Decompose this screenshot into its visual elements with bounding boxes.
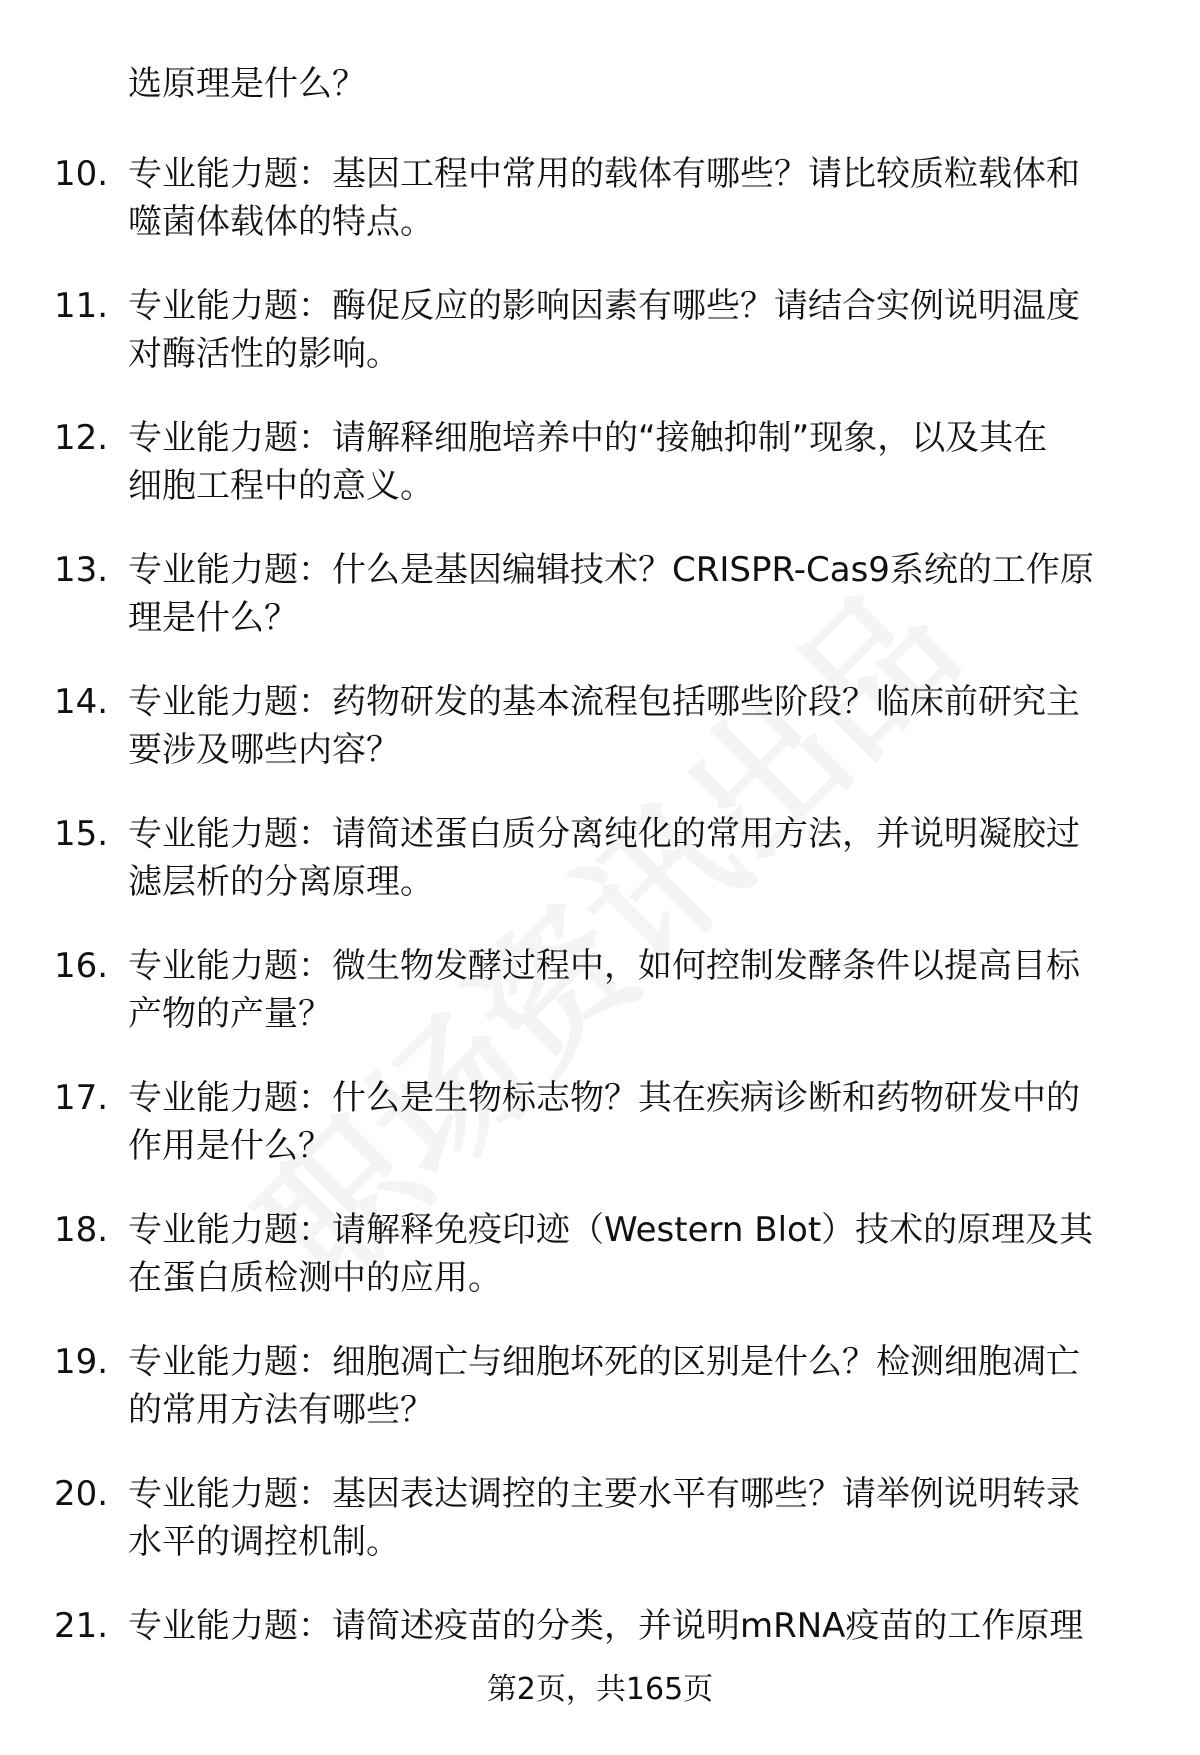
question-line: 细胞工程中的意义。 (128, 466, 434, 506)
question-text (128, 810, 1148, 906)
question-number: 21. (54, 1606, 109, 1646)
question-line: 专业能力题：请简述蛋白质分离纯化的常用方法，并说明凝胶过 (128, 814, 1080, 854)
question-item (0, 414, 1200, 546)
question-number: 13. (54, 550, 109, 590)
question-line: 理是什么？ (128, 598, 298, 638)
question-line: 专业能力题：请简述疫苗的分类，并说明mRNA疫苗的工作原理 (128, 1606, 1084, 1646)
question-line: 作用是什么？ (128, 1126, 332, 1166)
question-list (0, 150, 1200, 1734)
question-line: 专业能力题：请解释免疫印迹（Western Blot）技术的原理及其 (128, 1210, 1094, 1250)
question-line: 专业能力题：药物研发的基本流程包括哪些阶段？临床前研究主 (128, 682, 1080, 722)
question-text (128, 282, 1148, 378)
question-item (0, 1470, 1200, 1602)
question-line: 专业能力题：什么是基因编辑技术？CRISPR-Cas9系统的工作原 (128, 550, 1094, 590)
question-text (128, 1206, 1148, 1302)
question-line: 专业能力题：什么是生物标志物？其在疾病诊断和药物研发中的 (128, 1078, 1080, 1118)
question-item (0, 810, 1200, 942)
question-number: 18. (54, 1210, 109, 1250)
question-text (128, 1470, 1148, 1566)
question-line: 专业能力题：酶促反应的影响因素有哪些？请结合实例说明温度 (128, 286, 1080, 326)
page-footer: 第2页，共165页 (486, 1672, 714, 1707)
question-item (0, 546, 1200, 678)
question-text (128, 1074, 1148, 1170)
question-text (128, 414, 1148, 510)
question-item (0, 282, 1200, 414)
question-line: 专业能力题：微生物发酵过程中，如何控制发酵条件以提高目标 (128, 946, 1080, 986)
question-text (128, 1602, 1148, 1650)
question-number: 10. (54, 154, 109, 194)
question-line: 对酶活性的影响。 (128, 334, 400, 374)
question-text (128, 546, 1148, 642)
question-number: 20. (54, 1474, 109, 1514)
question-number: 12. (54, 418, 109, 458)
question-text (128, 150, 1148, 246)
question-item (0, 150, 1200, 282)
question-item (0, 1074, 1200, 1206)
question-line: 专业能力题：细胞凋亡与细胞坏死的区别是什么？检测细胞凋亡 (128, 1342, 1080, 1382)
question-text (128, 1338, 1148, 1434)
question-line: 滤层析的分离原理。 (128, 862, 434, 902)
question-item (0, 678, 1200, 810)
question-line: 水平的调控机制。 (128, 1522, 400, 1562)
continued-question-text: 选原理是什么？ (128, 64, 366, 104)
question-item (0, 1338, 1200, 1470)
question-line: 专业能力题：请解释细胞培养中的“接触抑制”现象，以及其在 (128, 418, 1048, 458)
question-number: 14. (54, 682, 109, 722)
question-text (128, 678, 1148, 774)
question-item (0, 1206, 1200, 1338)
question-line: 产物的产量？ (128, 994, 332, 1034)
question-line: 噬菌体载体的特点。 (128, 202, 434, 242)
question-line: 专业能力题：基因工程中常用的载体有哪些？请比较质粒载体和 (128, 154, 1080, 194)
question-text (128, 942, 1148, 1038)
question-line: 的常用方法有哪些？ (128, 1390, 434, 1430)
question-number: 19. (54, 1342, 109, 1382)
question-line: 专业能力题：基因表达调控的主要水平有哪些？请举例说明转录 (128, 1474, 1080, 1514)
question-item (0, 942, 1200, 1074)
question-number: 17. (54, 1078, 109, 1118)
question-line: 在蛋白质检测中的应用。 (128, 1258, 502, 1298)
question-number: 16. (54, 946, 109, 986)
question-number: 15. (54, 814, 109, 854)
question-number: 11. (54, 286, 109, 326)
question-line: 要涉及哪些内容？ (128, 730, 400, 770)
